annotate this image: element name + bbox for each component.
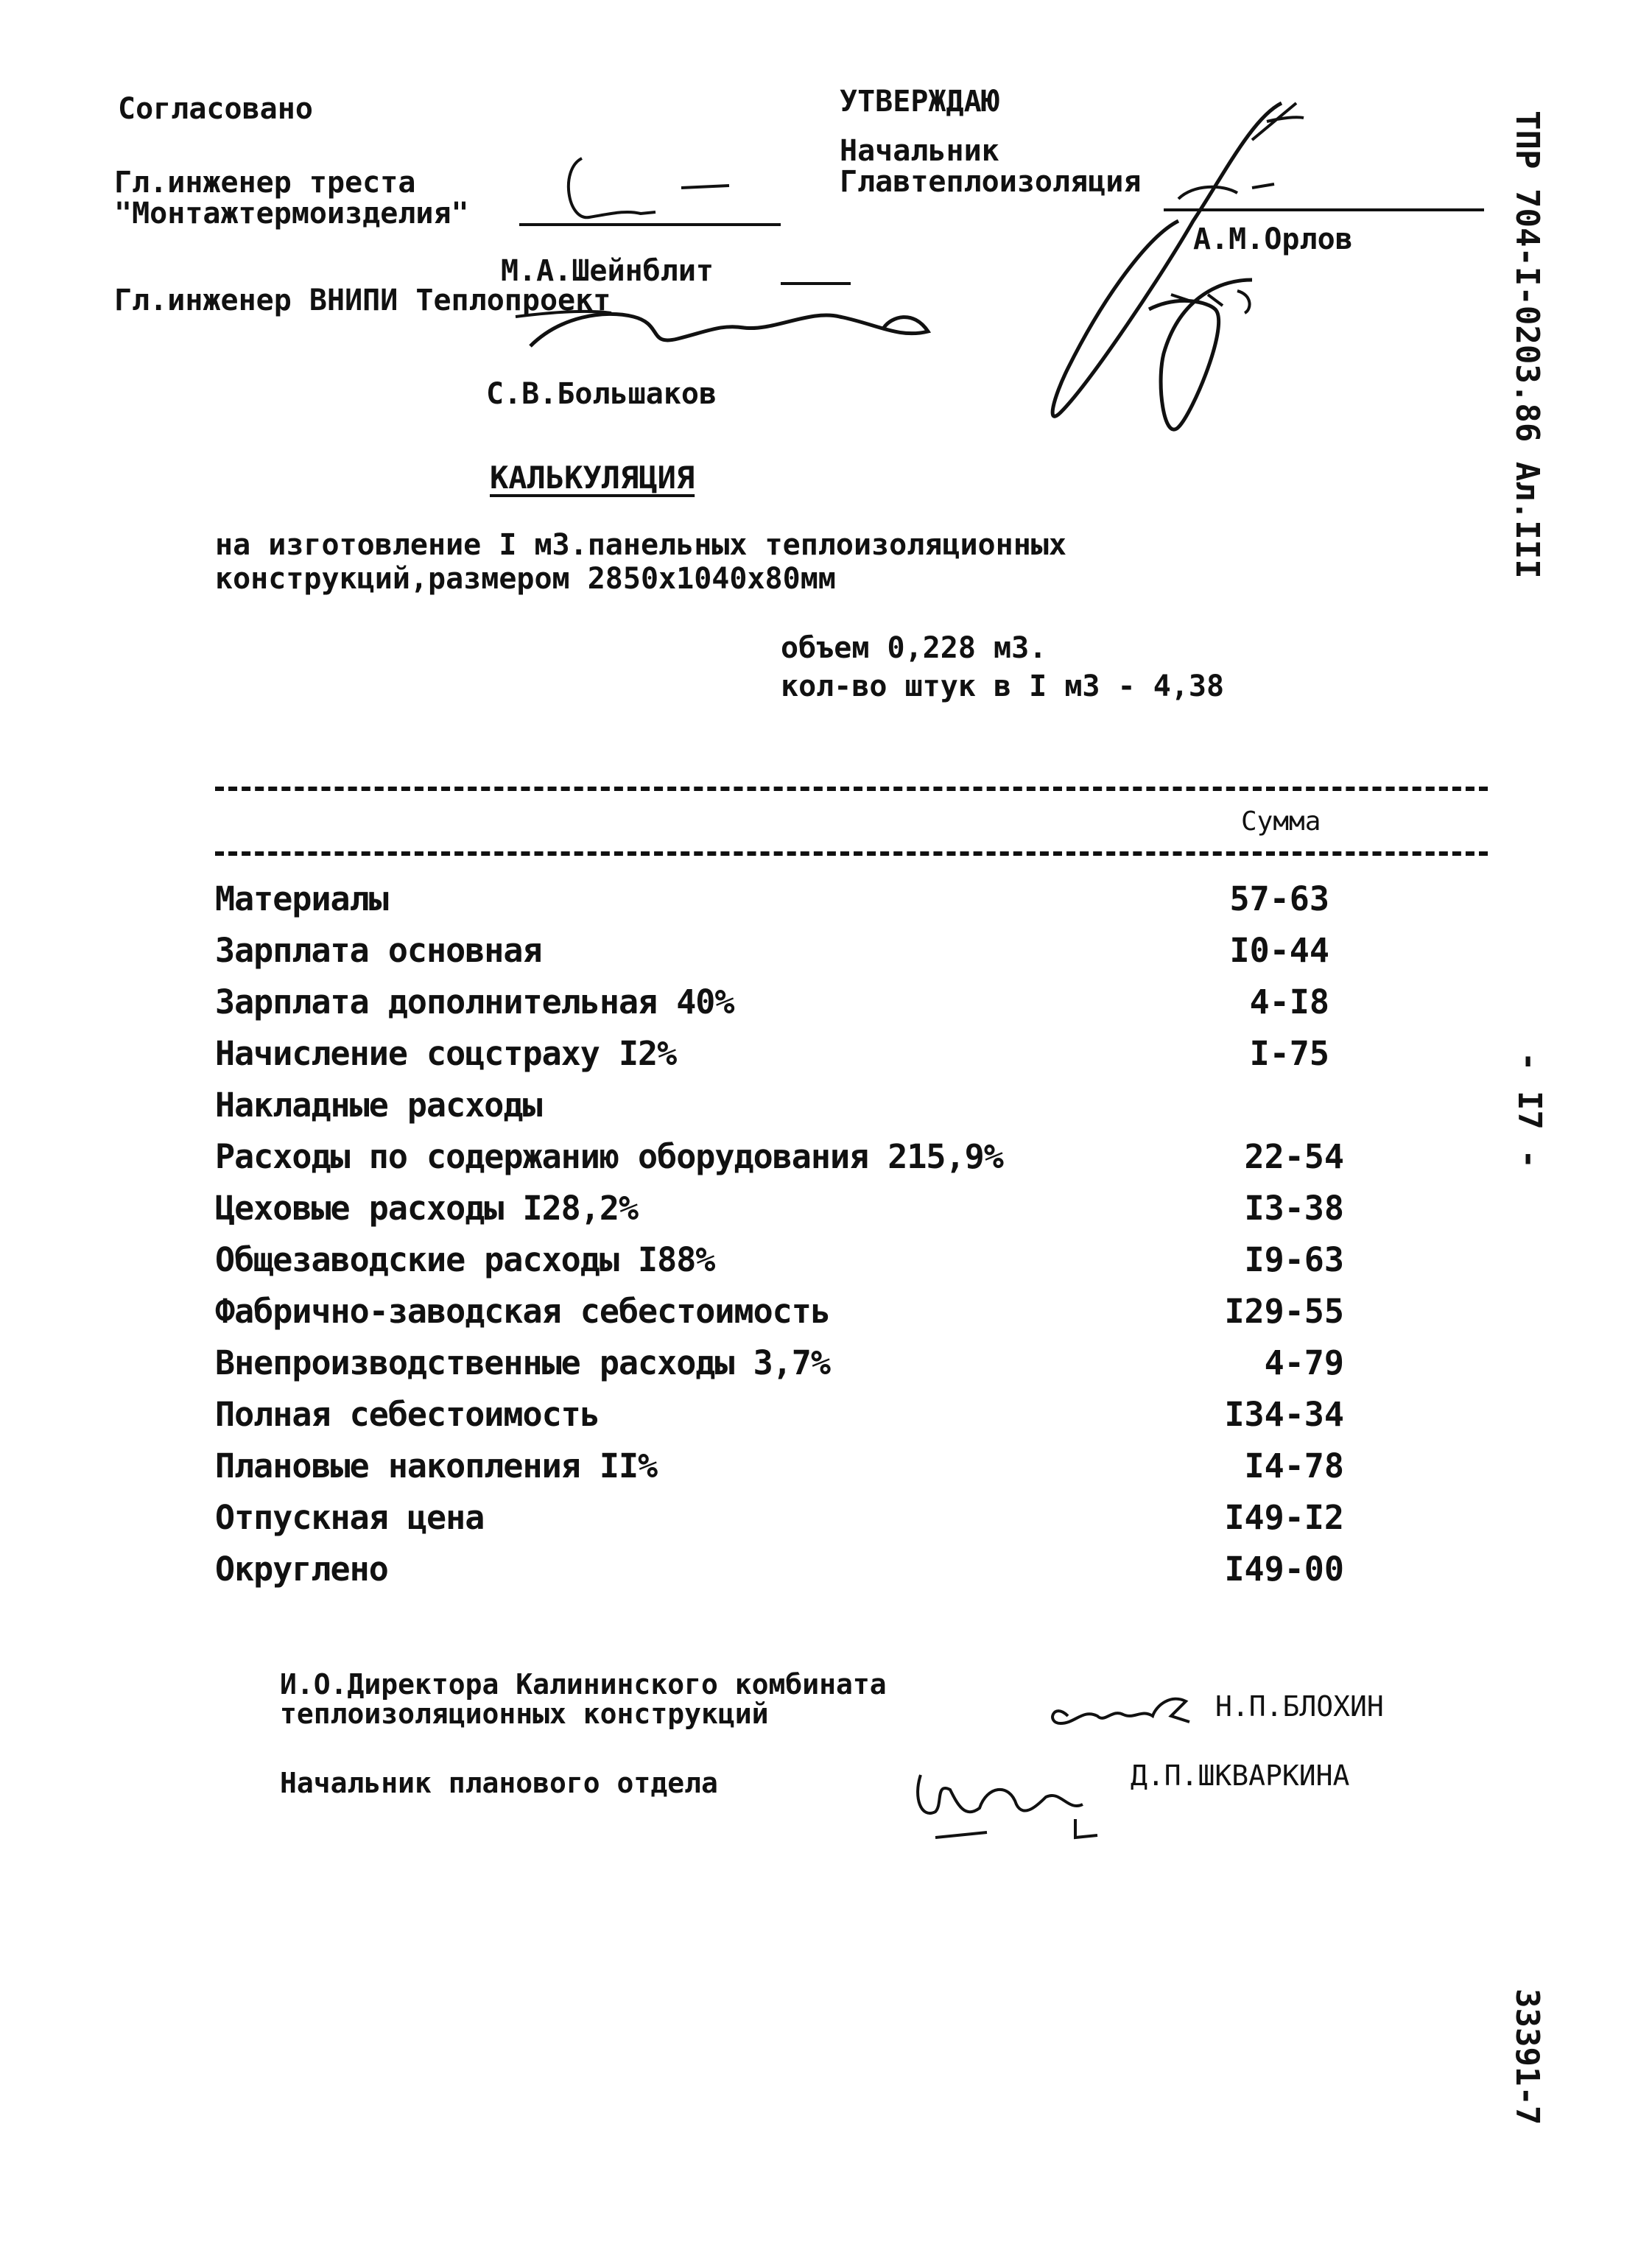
row-label: Плановые накопления II% bbox=[215, 1446, 658, 1485]
row-value: I49-I2 bbox=[1224, 1498, 1344, 1537]
column-header-sum: Сумма bbox=[1241, 806, 1321, 837]
row-label: Отпускная цена bbox=[215, 1498, 485, 1537]
approval-left-title-2: Гл.инженер ВНИПИ Теплопроект bbox=[114, 284, 611, 317]
volume-text: объем 0,228 м3. bbox=[781, 631, 1047, 665]
row-value: 22-54 bbox=[1244, 1137, 1344, 1176]
row-value: I-75 bbox=[1249, 1034, 1329, 1073]
document-subtitle-line-2: конструкций,размером 2850х1040х80мм bbox=[215, 562, 836, 596]
approval-right-title-1: Начальник bbox=[840, 134, 999, 168]
approval-left-name-1: М.А.Шейнблит bbox=[501, 254, 714, 288]
approval-left-name-2: С.В.Большаков bbox=[486, 377, 717, 411]
footer-line-1: И.О.Директора Калининского комбината bbox=[280, 1668, 887, 1701]
row-value: 4-I8 bbox=[1249, 982, 1329, 1022]
row-label: Расходы по содержанию оборудования 215,9% bbox=[215, 1137, 1003, 1176]
row-value: I3-38 bbox=[1244, 1189, 1344, 1228]
row-label: Общезаводские расходы I88% bbox=[215, 1240, 715, 1279]
row-value: I0-44 bbox=[1229, 931, 1329, 970]
approval-signatures bbox=[0, 0, 1652, 516]
row-value: I49-00 bbox=[1224, 1550, 1344, 1589]
document-subtitle-line-1: на изготовление I м3.панельных теплоизоляционных bbox=[215, 528, 1066, 562]
footer-name-2: Д.П.ШКВАРКИНА bbox=[1131, 1759, 1350, 1792]
footer-line-2: теплоизоляционных конструкций bbox=[280, 1698, 769, 1730]
row-label: Полная себестоимость bbox=[215, 1395, 600, 1434]
table-top-rule bbox=[215, 787, 1488, 791]
row-label: Цеховые расходы I28,2% bbox=[215, 1189, 639, 1228]
row-value: I4-78 bbox=[1244, 1446, 1344, 1485]
margin-page-number: - I7 - bbox=[1511, 1052, 1548, 1169]
approval-right-heading: УТВЕРЖДАЮ bbox=[840, 85, 999, 119]
row-value: I9-63 bbox=[1244, 1240, 1344, 1279]
row-value: I29-55 bbox=[1224, 1292, 1344, 1331]
row-label: Материалы bbox=[215, 879, 388, 918]
row-label: Округлено bbox=[215, 1550, 388, 1589]
row-label: Накладные расходы bbox=[215, 1086, 542, 1125]
row-label: Внепроизводственные расходы 3,7% bbox=[215, 1343, 830, 1382]
quantity-text: кол-во штук в I м3 - 4,38 bbox=[781, 669, 1225, 703]
footer-signature-marks bbox=[0, 1635, 1652, 1930]
approval-left-org-1: "Монтажтермоизделия" bbox=[114, 197, 469, 231]
approval-right-title-2: Главтеплоизоляция bbox=[840, 165, 1142, 199]
approval-left-title-1: Гл.инженер треста bbox=[114, 166, 416, 200]
row-label: Зарплата основная bbox=[215, 931, 542, 970]
row-value: 57-63 bbox=[1229, 879, 1329, 918]
row-label: Начисление соцстраху I2% bbox=[215, 1034, 677, 1073]
margin-archive-number: 33391-7 bbox=[1508, 1989, 1546, 2125]
row-label: Зарплата дополнительная 40% bbox=[215, 982, 734, 1022]
table-header-rule bbox=[215, 851, 1488, 856]
approval-right-name: А.М.Орлов bbox=[1193, 222, 1353, 256]
footer-name-1: Н.П.БЛОХИН bbox=[1215, 1690, 1384, 1723]
approval-left-heading: Согласовано bbox=[118, 92, 313, 126]
footer-line-3: Начальник планового отдела bbox=[280, 1767, 718, 1799]
margin-document-code: ТПР 704-I-0203.86 Ал.III bbox=[1508, 110, 1546, 579]
row-value: 4-79 bbox=[1264, 1343, 1344, 1382]
row-value: I34-34 bbox=[1224, 1395, 1344, 1434]
row-label: Фабрично-заводская себестоимость bbox=[215, 1292, 830, 1331]
document-title: КАЛЬКУЛЯЦИЯ bbox=[490, 460, 695, 496]
